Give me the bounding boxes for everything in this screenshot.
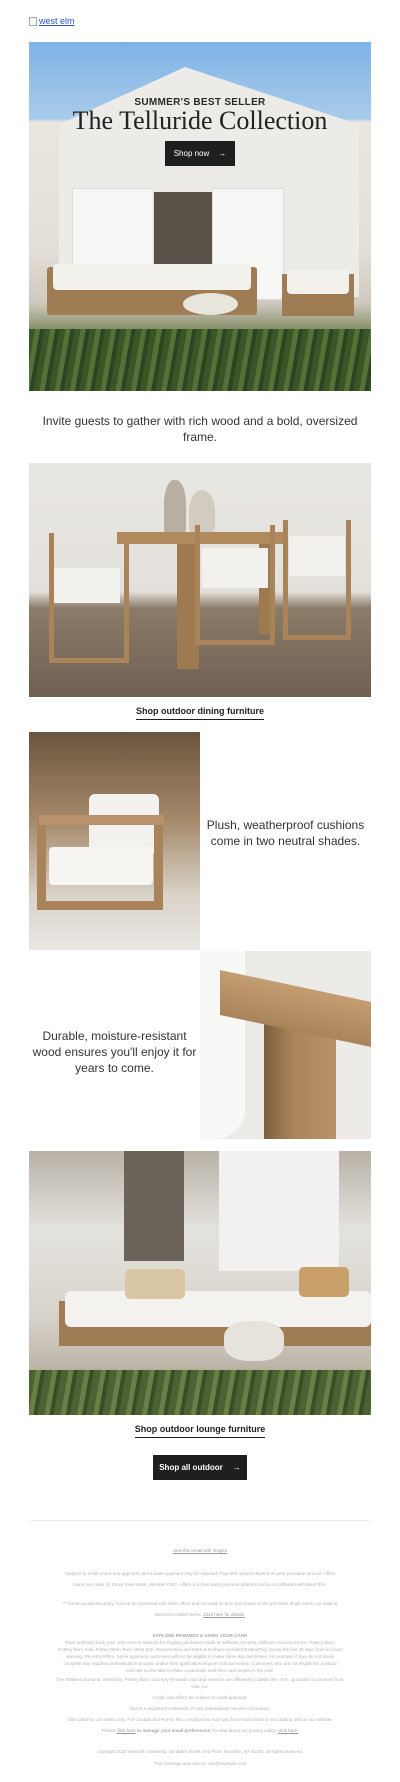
shop-dining-label: Shop outdoor dining furniture — [136, 706, 264, 720]
details-link[interactable]: Click here for details. — [203, 1612, 246, 1617]
footer-line: complete any required authentication process and/or their application requires manual review. Customers who are not eligible for a virtual — [63, 1661, 337, 1666]
dining-image[interactable] — [29, 463, 371, 697]
shop-lounge-label: Shop outdoor lounge furniture — [135, 1424, 265, 1438]
manage-prefix: Please — [101, 1728, 116, 1733]
footer-rewards — [29, 1632, 371, 1674]
privacy-text: To read about our privacy policy, — [212, 1728, 277, 1733]
shop-now-button[interactable] — [165, 141, 235, 166]
shop-all-outdoor-button[interactable] — [153, 1455, 247, 1480]
footer-line: ** Some exclusions apply. Cannot be combined with other offers and not valid on prior purchases or the purchase of gift cards, not valid at — [62, 1601, 338, 1606]
footer-line: Offer valid for US orders only. For Canada and Puerto Rico, retail prices may vary from those listed in our catalog and on our website. — [67, 1717, 333, 1722]
logo-alt-text: west elm — [39, 16, 75, 26]
vase — [164, 480, 186, 533]
chair-image[interactable] — [29, 732, 200, 950]
shop-now-label: Shop now — [173, 149, 210, 158]
footer-line: Credit card offers are subject to credit approval. — [152, 1695, 248, 1700]
broken-image-icon — [29, 17, 37, 26]
rewards-title: EXPLORE REWARDS & USING YOUR CARD — [152, 1633, 248, 1638]
hero-image[interactable] — [29, 42, 371, 391]
manage-preferences-link[interactable]: click here — [116, 1728, 136, 1733]
footer-line: Pottery Barn Kids, Pottery Barn Teen, West Elm, Rejuvenation and Mark & Graham excluded ExtendPay) during the first 30 days from account — [58, 1647, 342, 1652]
coffee-table — [224, 1321, 284, 1361]
shop-dining-link[interactable] — [29, 706, 371, 716]
footer-copyright: copyright 2023 west elm marketing, 55 Water Street, 2nd Floor, Brooklyn, NY 11201. all rights reserved. — [96, 1749, 303, 1754]
pillow — [125, 1269, 185, 1299]
chair-arm — [39, 815, 164, 825]
footer-line: loans are made by Cross River Bank, Member FDIC. Affirm is a third-party payment platform and is not affiliated with West Elm. — [73, 1582, 327, 1587]
dining-chair — [195, 525, 275, 645]
view-online-link[interactable] — [29, 1547, 371, 1554]
shop-lounge-link[interactable] — [29, 1424, 371, 1434]
footer-issuer — [29, 1676, 371, 1723]
footer-preferences — [29, 1727, 371, 1734]
footer-line: Visa, Inc. — [190, 1684, 210, 1689]
footer-line: *Subject to credit check and approval, and a down payment may be required. Payment options depend on your purchase amount. Affirm — [64, 1571, 336, 1576]
plants — [29, 329, 371, 391]
plants — [29, 1370, 371, 1415]
dining-chair — [49, 533, 129, 663]
coffee-table — [183, 293, 238, 315]
chair-cushion — [287, 270, 349, 294]
footer-line: West Elm Outlet stores. — [154, 1612, 202, 1617]
footer-line: *Earn unlimited back your 10% once in rewards for Eligible purchases made at Williams Sonoma, Williams Sonoma Home, Pottery Barn, — [64, 1640, 336, 1645]
arrow-right-icon: → — [218, 149, 227, 158]
footer-exclusions — [29, 1600, 371, 1618]
shop-all-outdoor-label: Shop all outdoor — [159, 1463, 223, 1472]
hero-kicker: SUMMER'S BEST SELLER — [134, 97, 266, 108]
feature-wood-text: Durable, moisture-resistant wood ensures you'll enjoy it for years to come. — [32, 1029, 197, 1075]
footer-line: The Williams-Sonoma, West Elm, Pottery Barn, and Key Rewards Visa and services are offered by Capital One, N.A., pursuant to a license from — [56, 1677, 344, 1682]
footer-divider — [29, 1520, 371, 1521]
footer-affirm — [29, 1570, 371, 1588]
doorway — [124, 1151, 184, 1261]
wood-detail-image[interactable] — [200, 951, 371, 1139]
footer-line: card will not be able to make a purchase until their card arrives in the mail. — [126, 1668, 274, 1673]
view-online-label: view this email with images — [172, 1548, 228, 1553]
arrow-right-icon: → — [232, 1463, 241, 1472]
footer-line: Visa is a registered trademark of Visa International Service Association. — [128, 1706, 272, 1711]
feature-cushions-text: Plush, weatherproof cushions come in two neutral shades. — [206, 818, 365, 848]
intro-text: Invite guests to gather with rich wood and a bold, oversized frame. — [42, 414, 358, 444]
lounge-image[interactable] — [29, 1151, 371, 1415]
dining-chair — [283, 520, 351, 640]
footer-sent-to: This message was sent to: xxx@example.com — [153, 1761, 247, 1766]
hero-title: The Telluride Collection — [72, 106, 328, 135]
footer-line: opening. 0% Intro/Affirm. Some approved customers will not be eligible to make same day purchases, for example, if they do not timely — [65, 1654, 335, 1659]
chair-seat-cushion — [49, 847, 153, 885]
pillow — [299, 1267, 349, 1297]
privacy-link[interactable]: click here. — [278, 1728, 299, 1733]
manage-text: to manage your email preferences. — [136, 1728, 212, 1733]
house-wall — [219, 1151, 339, 1271]
sofa-cushions — [53, 264, 251, 290]
west-elm-logo[interactable] — [29, 16, 75, 26]
